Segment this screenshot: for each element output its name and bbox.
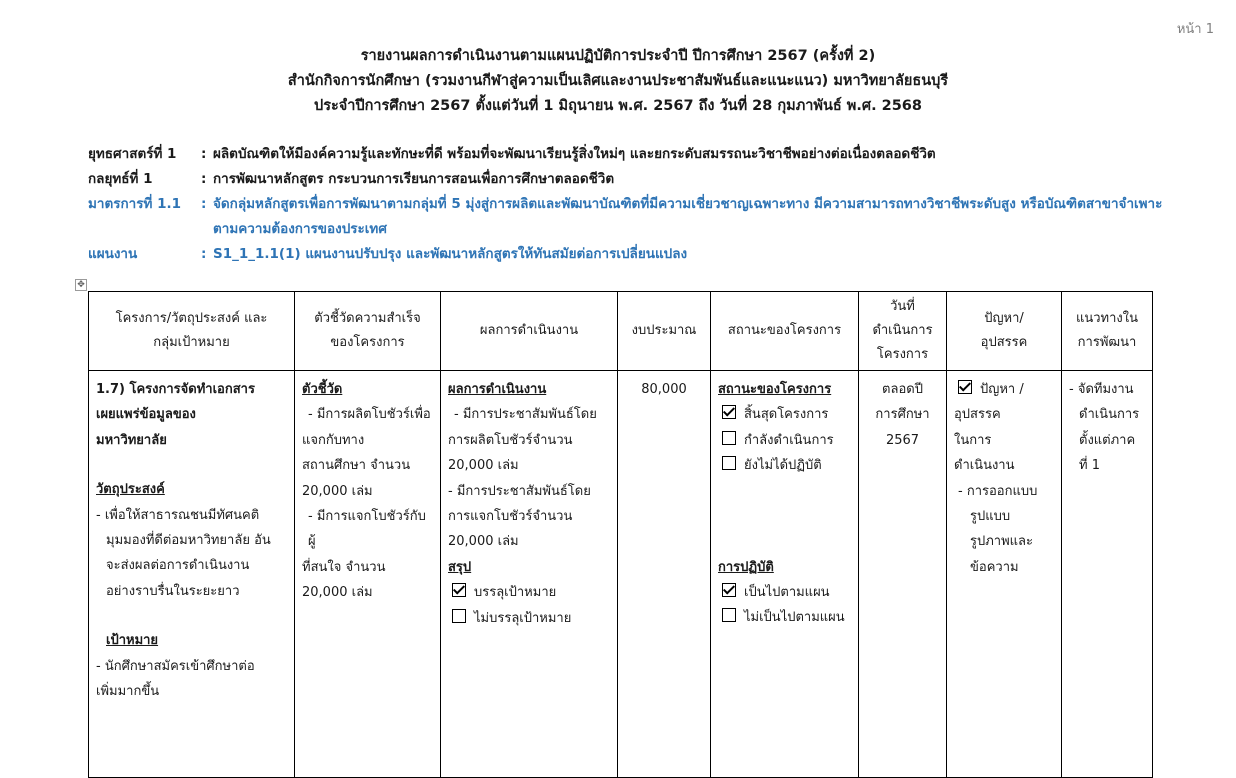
header-line: โครงการ <box>876 347 929 362</box>
text-line: - มีการประชาสัมพันธ์โดย <box>454 407 597 423</box>
objective-label: วัตถุประสงค์ <box>96 482 165 498</box>
text-line: - เพื่อให้สาธารณชนมีทัศนคติ <box>96 507 260 523</box>
option-label: ปัญหา / <box>980 382 1024 397</box>
colon: : <box>201 196 207 212</box>
text-line: ที่ 1 <box>1079 458 1100 474</box>
option-label: ไม่เป็นไปตามแผน <box>744 610 845 626</box>
table-row <box>89 371 1153 778</box>
strategy-value: ผลิตบัณฑิตให้มีองค์ความรู้และทักษะที่ดี พร้อมที่จะพัฒนาเรียนรู้สิ่งใหม่ๆ และยกระดับสมรรถนะวิชาชีพอย่างต่อเนื่องตลอดชีวิต <box>213 146 936 162</box>
header-line: ดำเนินการ <box>872 323 933 338</box>
report-table <box>88 291 1153 778</box>
tactic-row <box>88 167 1223 192</box>
measure-label: มาตรการที่ 1.1 <box>88 196 182 212</box>
text-line: ดำเนินการ <box>1079 407 1140 423</box>
text-line: ตลอดปี <box>882 382 923 397</box>
text-line: ดำเนินงาน <box>954 458 1015 474</box>
text-line: 2567 <box>885 432 920 448</box>
text-line: ข้อความ <box>970 559 1019 575</box>
summary-label: สรุป <box>448 559 472 575</box>
cell-result <box>441 371 618 778</box>
cell-kpi <box>295 371 441 778</box>
text-line: เพิ่มมากขึ้น <box>96 684 160 700</box>
strategy-label: ยุทธศาสตร์ที่ 1 <box>88 146 177 162</box>
option-label: ยังไม่ได้ปฏิบัติ <box>744 458 822 474</box>
cell-budget <box>618 371 711 778</box>
plan-value: S1_1_1.1(1) แผนงานปรับปรุง และพัฒนาหลักสูตรให้ทันสมัยต่อการเปลี่ยนแปลง <box>213 246 688 262</box>
option-label: บรรลุเป้าหมาย <box>474 585 557 601</box>
text-line: มุมมองที่ดีต่อมหาวิทยาลัย อัน <box>106 533 271 549</box>
checkbox-unchecked-icon[interactable] <box>722 456 736 470</box>
checkbox-checked-icon[interactable] <box>722 405 736 419</box>
measure-value <box>213 192 1223 242</box>
cell-project <box>89 371 295 778</box>
status-option-not-started[interactable] <box>718 453 851 478</box>
page-number: หน้า 1 <box>1176 22 1214 37</box>
objective-text <box>96 503 287 605</box>
measure-value-line: จัดกลุ่มหลักสูตรเพื่อการพัฒนาตามกลุ่มที่ 5 มุ่งสู่การผลิตและพัฒนาบัณฑิตที่มีความเชี่ยวชาญเฉพาะทาง มีความสามารถทางวิชาชีพระดับสูง หรือบัณฑิตสาขาจำเพาะ <box>213 196 1163 212</box>
header-project <box>89 292 295 371</box>
cell-problem <box>947 371 1062 778</box>
cell-status <box>711 371 859 778</box>
header-line: วันที่ <box>890 299 915 314</box>
header-kpi <box>295 292 441 371</box>
text-line: อุปสรรค <box>954 407 1001 423</box>
kpi-label: ตัวชี้วัด <box>302 382 343 397</box>
text-line: ที่สนใจ จำนวน <box>302 559 386 575</box>
header-line: อุปสรรค <box>980 335 1028 350</box>
plan-info <box>88 142 1223 267</box>
checkbox-unchecked-icon[interactable] <box>722 431 736 445</box>
status-option-finished[interactable] <box>718 402 851 427</box>
tactic-value: การพัฒนาหลักสูตร กระบวนการเรียนการสอนเพื่อการศึกษาตลอดชีวิต <box>213 171 615 187</box>
practice-label: การปฏิบัติ <box>718 559 774 575</box>
text-line: เผยแพร่ข้อมูลของ <box>96 407 196 423</box>
text-line: แจกกับทาง <box>302 432 365 448</box>
checkbox-checked-icon[interactable] <box>452 583 466 597</box>
cell-date <box>859 371 947 778</box>
header-budget: งบประมาณ <box>618 292 711 371</box>
summary-option-not-achieved[interactable] <box>448 606 610 631</box>
measure-value-line: ตามความต้องการของประเทศ <box>213 221 387 237</box>
summary-option-achieved[interactable] <box>448 580 610 605</box>
status-label: สถานะของโครงการ <box>718 382 832 397</box>
text-line: การแจกโบชัวร์จำนวน <box>448 509 573 525</box>
header-line: ปัญหา/ <box>984 311 1024 326</box>
plan-label: แผนงาน <box>88 246 138 262</box>
text-line: - มีการประชาสัมพันธ์โดย <box>448 483 591 499</box>
checkbox-checked-icon[interactable] <box>722 583 736 597</box>
header-line: กลุ่มเป้าหมาย <box>153 335 230 350</box>
text-line: - การออกแบบ <box>958 483 1038 499</box>
text-line: 20,000 เล่ม <box>302 483 373 499</box>
header-line: โครงการ/วัตถุประสงค์ และ <box>115 311 268 326</box>
cell-guideline <box>1062 371 1153 778</box>
result-label: ผลการดำเนินงาน <box>448 382 547 397</box>
checkbox-unchecked-icon[interactable] <box>722 608 736 622</box>
measure-row <box>88 192 1223 242</box>
text-line: - มีการแจกโบชัวร์กับผู้ <box>308 509 426 550</box>
header-status: สถานะของโครงการ <box>711 292 859 371</box>
tactic-label: กลยุทธ์ที่ 1 <box>88 171 153 187</box>
practice-option-off-plan[interactable] <box>718 605 851 630</box>
text-line: รูปภาพและ <box>970 534 1034 550</box>
header-line: ของโครงการ <box>330 335 405 350</box>
practice-option-on-plan[interactable] <box>718 580 851 605</box>
colon: : <box>201 171 207 187</box>
header-date <box>859 292 947 371</box>
text-line: 20,000 เล่ม <box>448 534 519 550</box>
header-guideline <box>1062 292 1153 371</box>
text-line: จะส่งผลต่อการดำเนินงาน <box>106 558 250 574</box>
option-label: เป็นไปตามแผน <box>744 585 830 601</box>
option-label: กำลังดำเนินการ <box>744 432 834 448</box>
colon: : <box>201 146 207 162</box>
text-line: ในการ <box>954 432 992 448</box>
checkbox-checked-icon[interactable] <box>958 380 972 394</box>
text-line: รูปแบบ <box>970 509 1011 525</box>
status-option-in-progress[interactable] <box>718 428 851 453</box>
target-label: เป้าหมาย <box>106 633 159 649</box>
table-header-row <box>89 292 1153 371</box>
text-line: 20,000 เล่ม <box>302 585 373 601</box>
budget-value: 80,000 <box>641 382 687 397</box>
report-titles <box>0 44 1236 119</box>
text-line: สถานศึกษา จำนวน <box>302 458 411 474</box>
text-line: - จัดทีมงาน <box>1069 382 1134 397</box>
report-title: รายงานผลการดำเนินงานตามแผนปฏิบัติการประจำปี ปีการศึกษา 2567 (ครั้งที่ 2) <box>360 48 876 64</box>
text-line: การศึกษา <box>875 407 930 423</box>
text-line: การผลิตโบชัวร์จำนวน <box>448 432 573 448</box>
plan-row <box>88 242 1223 267</box>
header-line: การพัฒนา <box>1077 335 1137 350</box>
text-line: ตั้งแต่ภาค <box>1079 432 1136 448</box>
header-line: แนวทางใน <box>1075 311 1139 326</box>
text-line: อย่างราบรื่นในระยะยาว <box>106 583 240 599</box>
option-label: สิ้นสุดโครงการ <box>744 407 829 423</box>
project-title <box>96 377 287 453</box>
report-period: ประจำปีการศึกษา 2567 ตั้งแต่วันที่ 1 มิถุนายน พ.ศ. 2567 ถึง วันที่ 28 กุมภาพันธ์ พ.ศ. 2568 <box>314 98 922 114</box>
text-line: 20,000 เล่ม <box>448 458 519 474</box>
report-subtitle: สำนักกิจการนักศึกษา (รวมงานกีฬาสู่ความเป็นเลิศและงานประชาสัมพันธ์และแนะแนว) มหาวิทยาลัยธนบุรี <box>287 73 949 89</box>
text-line: - นักศึกษาสมัครเข้าศึกษาต่อ <box>96 658 255 674</box>
checkbox-unchecked-icon[interactable] <box>452 609 466 623</box>
option-label: ไม่บรรลุเป้าหมาย <box>474 610 572 626</box>
text-line: - มีการผลิตโบชัวร์เพื่อ <box>308 407 431 423</box>
colon: : <box>201 246 207 262</box>
problem-check[interactable] <box>954 377 1054 402</box>
table-move-handle-icon[interactable]: ✥ <box>75 279 87 291</box>
header-problem <box>947 292 1062 371</box>
header-result: ผลการดำเนินงาน <box>441 292 618 371</box>
strategy-row <box>88 142 1223 167</box>
text-line: มหาวิทยาลัย <box>96 432 167 448</box>
header-line: ตัวชี้วัดความสำเร็จ <box>314 311 421 326</box>
text-line: 1.7) โครงการจัดทำเอกสาร <box>96 382 255 397</box>
